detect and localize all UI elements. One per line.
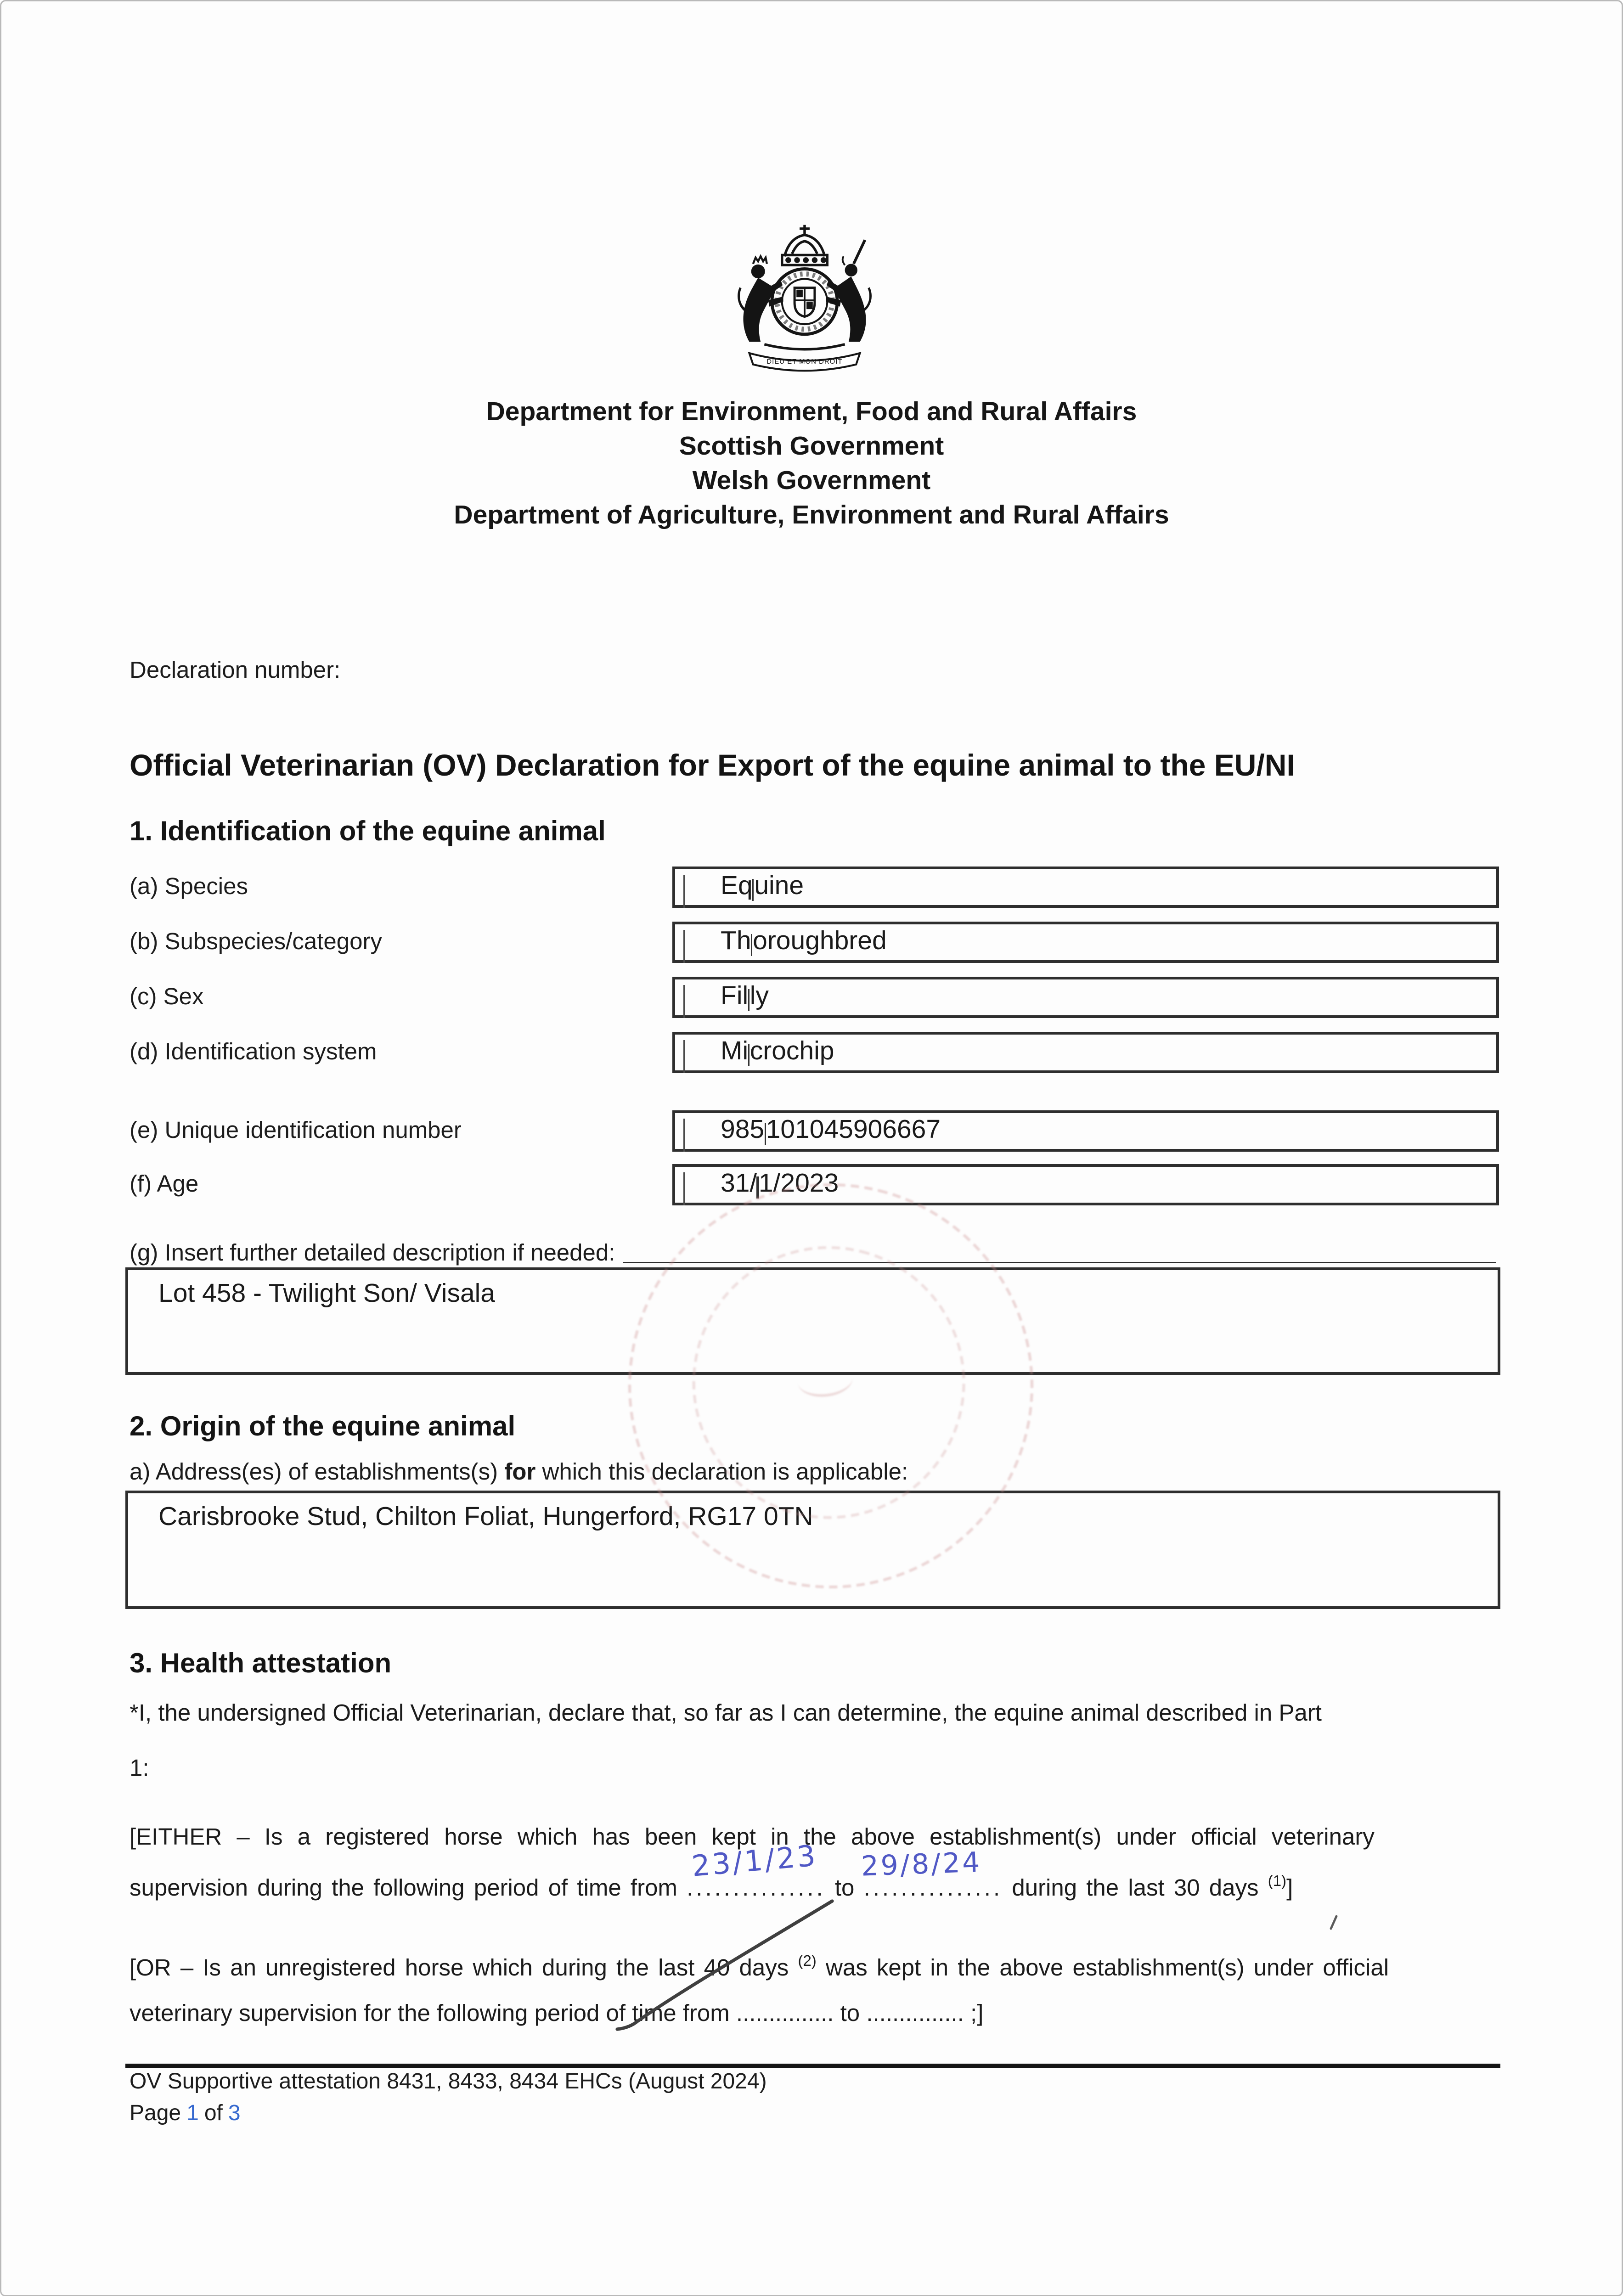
unique-id-field[interactable]	[672, 1110, 1499, 1152]
department-line: Department of Agriculture, Environment and Rural Affairs	[454, 501, 1169, 530]
pen-tick-mark	[1331, 1916, 1336, 1929]
age-label: (f) Age	[130, 1171, 199, 1197]
identification-system-field[interactable]	[672, 1032, 1499, 1073]
either-clause: [EITHER – Is a registered horse which has been kept in the above establishment(s) under official veterinary supervision during the following period of time from ............... 23/1/23 to ............... 29/8/24 during the last 30 days $^{(1)}$]	[130, 1814, 1500, 1911]
department-line: Scottish Government	[679, 433, 944, 461]
further-description-label: (g) Insert further detailed description if needed:	[130, 1240, 615, 1266]
crest-motto: DIEU ET MON DROIT	[766, 358, 843, 366]
species-field[interactable]	[672, 867, 1499, 908]
identification-system-label: (d) Identification system	[130, 1039, 377, 1065]
dotted-line: ...............	[863, 1875, 1003, 1901]
age-field[interactable]	[672, 1164, 1499, 1205]
page-title: Official Veterinarian (OV) Declaration for Export of the equine animal to the EU/NI	[130, 748, 1295, 782]
date-to-slot	[860, 1845, 1003, 1911]
footer-pagination: Page 1 of 3	[130, 2102, 241, 2126]
subspecies-field[interactable]	[672, 922, 1499, 963]
sex-field[interactable]	[672, 977, 1499, 1018]
field-value: 31/ 1/2023	[721, 1170, 839, 1199]
handwritten-date-from: 23/1/23	[691, 1839, 820, 1883]
footer-divider	[125, 2064, 1500, 2067]
handwritten-date-to: 29/8/24	[860, 1845, 982, 1883]
further-description-value: Lot 458 - Twilight Son/ Visala	[158, 1280, 496, 1309]
further-description-field[interactable]	[125, 1267, 1500, 1375]
field-value: 985 101045906667	[721, 1116, 941, 1145]
section3-heading: 3. Health attestation	[130, 1649, 392, 1679]
footer-attestation: OV Supportive attestation 8431, 8433, 8434 EHCs (August 2024)	[130, 2071, 767, 2094]
declaration-number-label: Declaration number:	[130, 657, 341, 683]
or-clause-line1: [OR – Is an unregistered horse which during the last 40 days $^{(2)}$ was kept in the above establishment(s) under official	[130, 1953, 1389, 1981]
field-value: Th oroughbred	[721, 927, 887, 956]
address-label: a) Address(es) of establishments(s) for which this declaration is applicable:	[130, 1459, 908, 1485]
field-value: Mi crochip	[721, 1037, 834, 1066]
further-description-row	[130, 1240, 1496, 1267]
department-header	[1, 395, 1622, 533]
royal-coat-of-arms-icon	[704, 219, 905, 382]
species-label: (a) Species	[130, 873, 248, 900]
department-line: Welsh Government	[692, 467, 931, 496]
subspecies-label: (b) Subspecies/category	[130, 929, 382, 955]
dotted-line: ...............	[687, 1875, 826, 1901]
address-value: Carisbrooke Stud, Chilton Foliat, Hungerford, RG17 0TN	[158, 1503, 813, 1532]
page-total: 3	[228, 2102, 241, 2126]
field-value: Fil ly	[721, 982, 769, 1011]
either-clause-line2: supervision during the following period of time from ............... 23/1/23 to ............... 29/8/24 during the last 30 days $^{(1)}$]	[130, 1875, 1293, 1901]
address-field[interactable]	[125, 1491, 1500, 1609]
department-line: Department for Environment, Food and Rural Affairs	[486, 398, 1137, 427]
or-clause: [OR – Is an unregistered horse which during the last 40 days $^{(2)}$ was kept in the above establishment(s) under official veterinary supervision for the following period of time from ............... to ............... ;]	[130, 1953, 1389, 2026]
footnote-ref-1: (1)	[1268, 1874, 1287, 1890]
attestation-intro: *I, the undersigned Official Veterinarian, declare that, so far as I can determine, the equine animal described in Part 1:	[130, 1700, 1322, 1781]
footnote-ref-2: (2)	[798, 1953, 817, 1970]
sex-label: (c) Sex	[130, 984, 204, 1010]
page-number: 1	[186, 2102, 199, 2126]
section1-heading: 1. Identification of the equine animal	[130, 817, 606, 847]
section2-heading: 2. Origin of the equine animal	[130, 1412, 516, 1442]
unique-id-label: (e) Unique identification number	[130, 1117, 462, 1143]
date-from-slot	[687, 1839, 826, 1911]
fill-in-line	[623, 1262, 1496, 1263]
field-value: Eq uine	[721, 872, 804, 901]
